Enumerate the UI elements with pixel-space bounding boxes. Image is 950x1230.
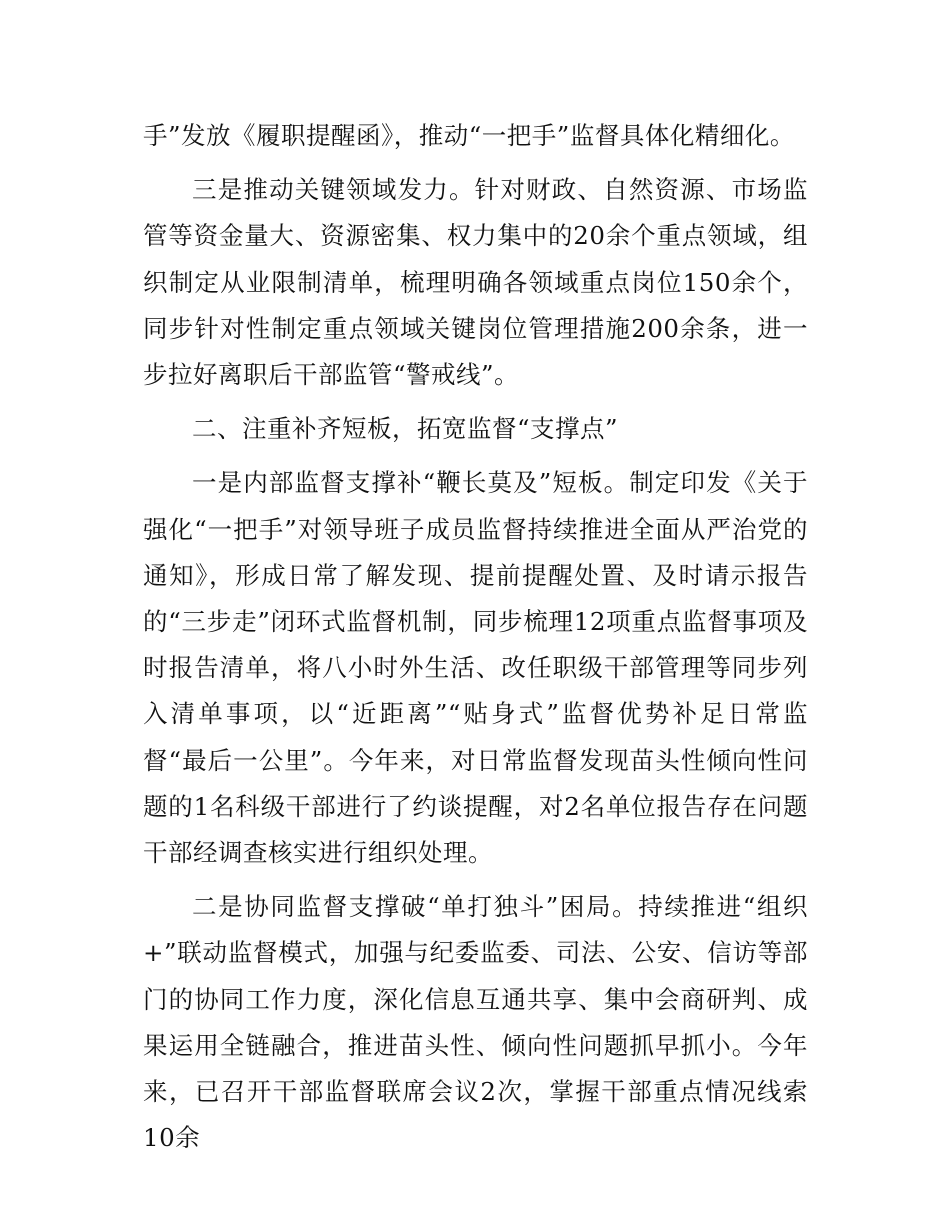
- paragraph-collaborative-supervision: 二是协同监督支撑破“单打独斗”困局。持续推进“组织+”联动监督模式，加强与纪委监委、司法、公安、信访等部门的协同工作力度，深化信息互通共享、集中会商研判、成果运用全链融合，推进苗头性、倾向性问题抓早抓小。今年来，已召开干部监督联席会议2次，掌握干部重点情况线索10余: [143, 892, 808, 1153]
- paragraph-internal-supervision: 一是内部监督支撑补“鞭长莫及”短板。制定印发《关于强化“一把手”对领导班子成员监督持续推进全面从严治党的通知》，形成日常了解发现、提前提醒处置、及时请示报告的“三步走”闭环式监督机制，同步梳理12项重点监督事项及时报告清单，将八小时外生活、改任职级干部管理等同步列入清单事项，以“近距离”“贴身式”监督优势补足日常监督“最后一公里”。今年来，对日常监督发现苗头性倾向性问题的1名科级干部进行了约谈提醒，对2名单位报告存在问题干部经调查核实进行组织处理。: [143, 468, 808, 868]
- paragraph-continuation: 手”发放《履职提醒函》，推动“一把手”监督具体化精细化。: [143, 121, 795, 150]
- document-body: [143, 113, 808, 1161]
- paragraph-key-areas: 三是推动关键领域发力。针对财政、自然资源、市场监管等资金量大、资源密集、权力集中的20余个重点领域，组织制定从业限制清单，梳理明确各领域重点岗位150余个，同步针对性制定重点领域关键岗位管理措施200余条，进一步拉好离职后干部监管“警戒线”。: [143, 175, 808, 390]
- section-heading: 二、注重补齐短板，拓宽监督“支撑点”: [192, 414, 619, 444]
